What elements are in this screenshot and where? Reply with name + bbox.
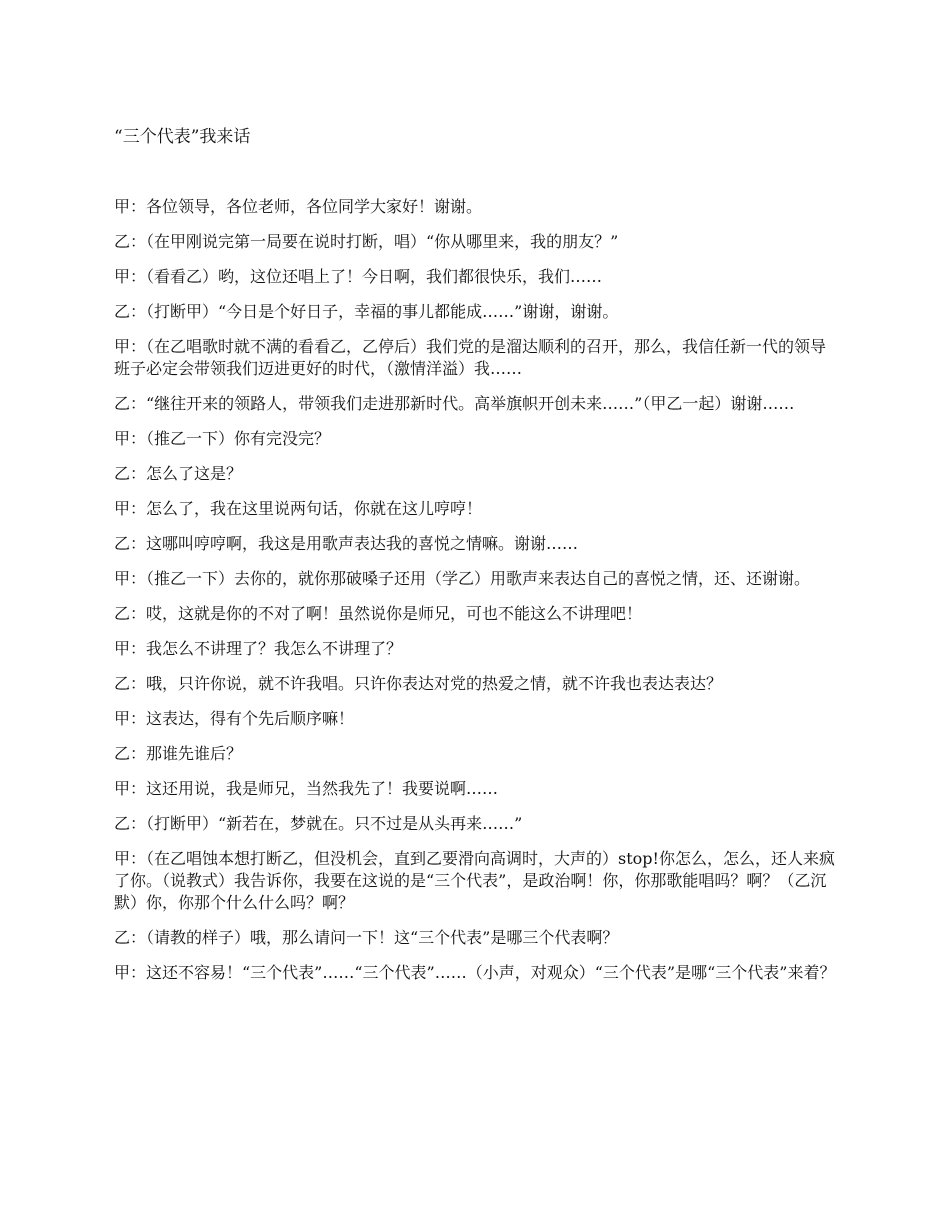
paragraph: 甲：（看看乙）哟，这位还唱上了！今日啊，我们都很快乐，我们…… [114, 267, 603, 286]
paragraph: 乙：（打断甲）“新若在，梦就在。只不过是从头再来……” [114, 814, 523, 833]
paragraph: 乙：怎么了这是？ [114, 464, 243, 483]
paragraph: 甲：怎么了，我在这里说两句话，你就在这儿哼哼！ [114, 499, 483, 518]
paragraph: 甲：这还不容易！“三个代表”……“三个代表”……（小声，对观众）“三个代表”是哪“三个代表”来着？ [114, 963, 836, 982]
paragraph: 甲：这表达，得有个先后顺序嘛！ [114, 709, 355, 728]
document-body [114, 196, 840, 997]
paragraph: 甲：各位领导，各位老师，各位同学大家好！谢谢。 [114, 197, 483, 216]
paragraph: 甲：（推乙一下）去你的，就你那破嗓子还用（学乙）用歌声来表达自己的喜悦之情，还、还谢谢。 [114, 569, 811, 588]
paragraph: 乙：（请教的样子）哦，那么请问一下！这“三个代表”是哪三个代表啊？ [114, 928, 619, 947]
paragraph: 乙：哦，只许你说，就不许我唱。只许你表达对党的热爱之情，就不许我也表达表达？ [114, 674, 723, 693]
paragraph: 甲：（推乙一下）你有完没完？ [114, 429, 331, 448]
document-title: “三个代表”我来话 [114, 127, 251, 147]
paragraph: 甲：我怎么不讲理了？我怎么不讲理了？ [114, 639, 403, 658]
paragraph: 甲：这还用说，我是师兄，当然我先了！我要说啊…… [114, 779, 499, 798]
paragraph: 乙：那谁先谁后？ [114, 744, 243, 763]
paragraph: 乙：这哪叫哼哼啊，我这是用歌声表达我的喜悦之情嘛。谢谢…… [114, 534, 579, 553]
paragraph: 乙：哎，这就是你的不对了啊！虽然说你是师兄，可也不能这么不讲理吧！ [114, 604, 643, 623]
paragraph: 乙：（在甲刚说完第一局要在说时打断，唱）“你从哪里来，我的朋友？” [114, 232, 619, 251]
paragraph: 甲：（在乙唱歌时就不满的看看乙，乙停后）我们党的是溜达顺利的召开，那么，我信任新一代的领导班子必定会带领我们迈进更好的时代，（激情洋溢）我…… [114, 337, 827, 378]
paragraph: 甲：（在乙唱蚀本想打断乙，但没机会，直到乙要滑向高调时，大声的）stop!你怎么，怎么，还人来疯了你。（说教式）我告诉你，我要在这说的是“三个代表”，是政治啊！你，你那歌能唱吗？啊？（乙沉默）你，你那个什么什么吗？啊？ [114, 849, 835, 912]
paragraph: 乙：“继往开来的领路人，带领我们走进那新时代。高举旗帜开创未来……”（甲乙一起）谢谢…… [114, 394, 795, 413]
paragraph: 乙：（打断甲）“今日是个好日子，幸福的事儿都能成……”谢谢，谢谢。 [114, 302, 619, 321]
